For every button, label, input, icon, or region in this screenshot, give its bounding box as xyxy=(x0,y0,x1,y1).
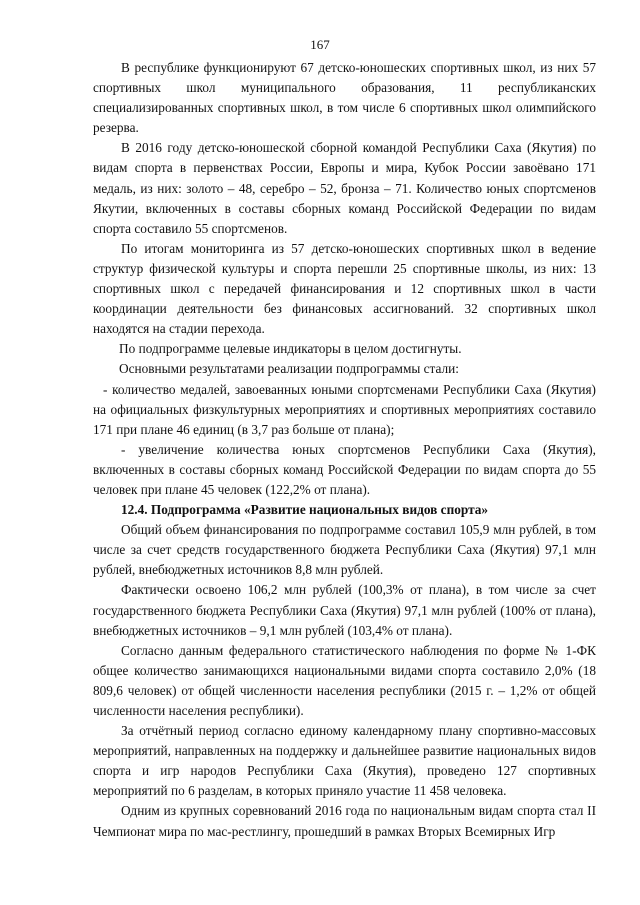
paragraph-medals-2016: В 2016 году детско-юношеской сборной командой Республики Саха (Якутия) по видам спорта в первенствах России, Европы и мира, Кубок России завоёвано 171 медаль, из них: золото – 48, серебро – 52, бронза – 71. Количество юных спортсменов Якутии, включенных в составы сборных команд Российской Федерации по видам спорта составило 55 спортсменов. xyxy=(93,140,596,236)
document-body xyxy=(93,58,596,842)
section-heading-national-sports: 12.4. Подпрограмма «Развитие национальных видов спорта» xyxy=(121,502,489,518)
paragraph-main-results: Основными результатами реализации подпрограммы стали: xyxy=(119,361,459,377)
list-item-medals-count: - количество медалей, завоеванных юными спортсменами Республики Саха (Якутия) на официальных физкультурных мероприятиях и спортивных мероприятиях составило 171 при плане 46 единиц (в 3,7 раз больше от плана); xyxy=(93,381,596,437)
list-item-young-athletes: - увеличение количества юных спортсменов Республики Саха (Якутия), включенных в составы сборных команд Российской Федерации по видам спорта до 55 человек при плане 45 человек (122,2% от плана). xyxy=(93,441,596,497)
page-number: 167 xyxy=(310,37,330,52)
paragraph-sport-schools: В республике функционируют 67 детско-юношеских спортивных школ, из них 57 спортивных школ муниципального образования, 11 республиканских специализированных спортивных школ, в том числе 6 спортивных школ олимпийского резерва. xyxy=(93,60,596,136)
paragraph-world-championship: Одним из крупных соревнований 2016 года по национальным видам спорта стал II Чемпионат мира по мас-рестлингу, прошедший в рамках Вторых Всемирных Игр xyxy=(93,803,596,839)
paragraph-monitoring: По итогам мониторинга из 57 детско-юношеских спортивных школ в ведение структур физической культуры и спорта перешли 25 спортивные школы, из них: 13 спортивных школ с передачей финансирования и 12 спортивных школ в части координации деятельности без финансовых ассигнований. 32 спортивных школ находятся на стадии перехода. xyxy=(93,240,596,337)
paragraph-total-financing: Общий объем финансирования по подпрограмме составил 105,9 млн рублей, в том числе за счет средств государственного бюджета Республики Саха (Якутия) 97,1 млн рублей, внебюджетных источников 8,8 млн рублей. xyxy=(93,522,596,578)
paragraph-statistics: Согласно данным федерального статистического наблюдения по форме № 1-ФК общее количество занимающихся национальными видами спорта составило 2,0% (18 809,6 человек) от общей численности населения республики (2015 г. – 1,2% от общей численности населения республики). xyxy=(93,642,596,718)
paragraph-actual-spending: Фактически освоено 106,2 млн рублей (100,3% от плана), в том числе за счет государственного бюджета Республики Саха (Якутия) 97,1 млн рублей (100% от плана), внебюджетных источников – 9,1 млн рублей (103,4% от плана). xyxy=(93,582,596,638)
paragraph-events-calendar: За отчётный период согласно единому календарному плану спортивно-массовых мероприятий, направленных на поддержку и дальнейшее развитие национальных видов спорта и игр народов Республики Саха (Якутия), проведено 127 спортивных мероприятий по 6 разделам, в которых приняло участие 11 458 человека. xyxy=(93,723,596,799)
paragraph-indicators-achieved: По подпрограмме целевые индикаторы в целом достигнуты. xyxy=(119,341,462,357)
